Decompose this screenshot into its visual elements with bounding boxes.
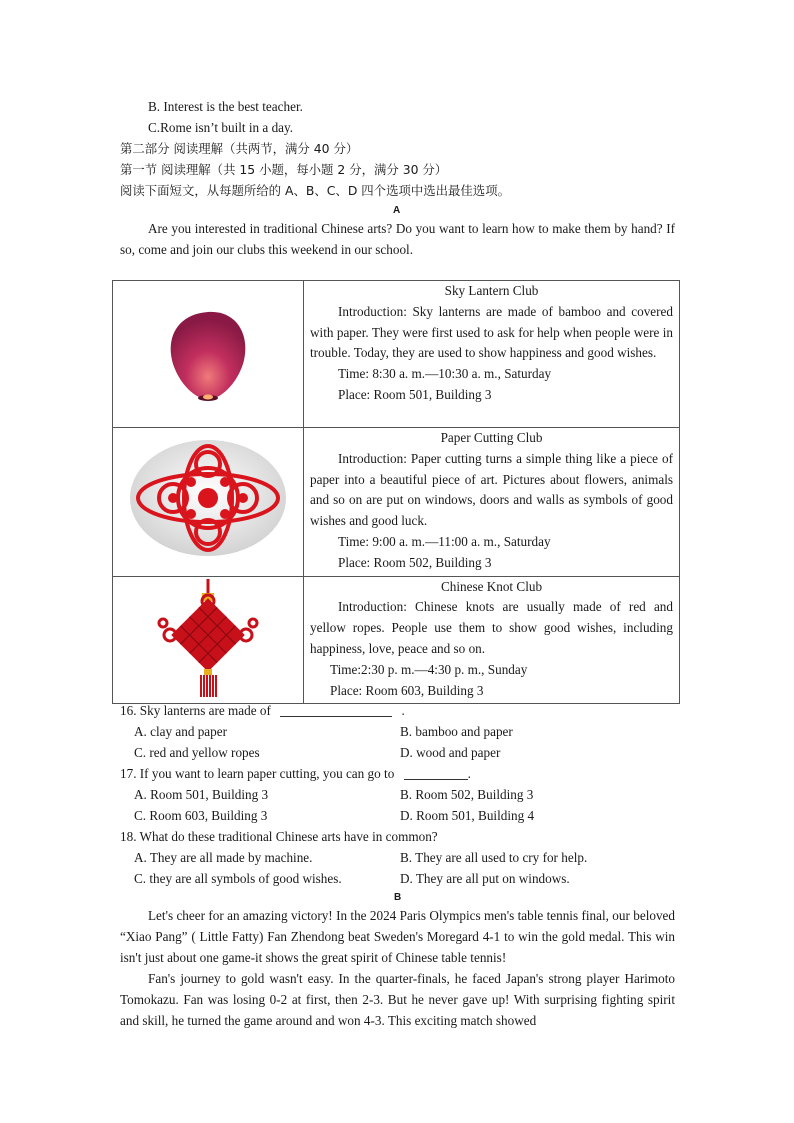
chinese-knot-time: Time:2:30 p. m.—4:30 p. m., Sunday	[330, 661, 528, 677]
club-row-paper-cutting	[113, 428, 680, 577]
sky-lantern-image	[113, 282, 303, 422]
paper-cutting-image	[113, 430, 303, 570]
instruction-text: 阅读下面短文，从每题所给的 A、B、C、D 四个选项中选出最佳选项。	[120, 183, 510, 198]
question-16-tail: .	[401, 703, 405, 718]
sky-lantern-image-cell	[113, 281, 304, 428]
chinese-knot-title: Chinese Knot Club	[440, 578, 543, 594]
paper-cutting-image-cell	[113, 428, 304, 577]
question-17	[120, 763, 471, 784]
passage-b-para-2: Fan's journey to gold wasn't easy. In the quarter-finals, he faced Japan's strong player Harimoto Tomokazu. Fan was losing 0-2 at first, then 2-3. But he never gave up! With surprising fighting spirit and skill, he turned the game around and won 4-3. This exciting match showed	[120, 971, 675, 1028]
q18-option-b[interactable]: B. They are all used to cry for help.	[400, 850, 588, 865]
chinese-knot-image	[113, 577, 303, 699]
question-16-stem: 16. Sky lanterns are made of	[120, 703, 271, 718]
chinese-knot-info	[304, 576, 680, 704]
sky-lantern-info	[304, 281, 680, 428]
question-18-stem: 18. What do these traditional Chinese arts have in common?	[120, 829, 438, 844]
paper-cutting-intro: Introduction: Paper cutting turns a simple thing like a piece of paper into a beautiful piece of art. Pictures about flowers, animals and so on are put on windows, doors and walls as symbols of good wishes and good luck.	[310, 450, 673, 529]
q16-option-b[interactable]: B. bamboo and paper	[400, 724, 513, 739]
chinese-knot-image-cell	[113, 576, 304, 704]
q18-option-c[interactable]: C. they are all symbols of good wishes.	[134, 871, 342, 886]
paper-cutting-info	[304, 428, 680, 577]
question-16	[120, 700, 405, 721]
q17-option-a[interactable]: A. Room 501, Building 3	[134, 787, 269, 802]
passage-b-label: B	[394, 892, 402, 903]
passage-a-intro: Are you interested in traditional Chinese arts? Do you want to learn how to make them by hand? If so, come and join our clubs this weekend in our school.	[120, 221, 675, 257]
question-17-tail: .	[467, 766, 471, 781]
question-16-blank[interactable]	[280, 702, 392, 717]
paper-cutting-time: Time: 9:00 a. m.—11:00 a. m., Saturday	[338, 533, 551, 549]
club-row-sky-lantern	[113, 281, 680, 428]
q16-option-c[interactable]: C. red and yellow ropes	[134, 745, 260, 760]
section-heading: 第一节 阅读理解（共 15 小题，每小题 2 分，满分 30 分）	[120, 162, 448, 177]
sky-lantern-place: Place: Room 501, Building 3	[338, 386, 492, 402]
paper-cutting-place: Place: Room 502, Building 3	[338, 554, 492, 570]
sky-lantern-intro: Introduction: Sky lanterns are made of bamboo and covered with paper. They were first used to ask for help when people were in trouble. Today, they are used to show happiness and good wishes.	[310, 303, 673, 361]
question-17-blank[interactable]	[404, 765, 468, 780]
question-17-stem: 17. If you want to learn paper cutting, you can go to	[120, 766, 395, 781]
prev-option-c: C.Rome isn’t built in a day.	[148, 120, 294, 135]
paper-cutting-title: Paper Cutting Club	[440, 430, 543, 445]
prev-option-b: B. Interest is the best teacher.	[148, 99, 303, 114]
q16-option-a[interactable]: A. clay and paper	[134, 724, 228, 739]
sky-lantern-title: Sky Lantern Club	[444, 283, 539, 298]
chinese-knot-intro: Introduction: Chinese knots are usually made of red and yellow ropes. People use them to show good wishes, including happiness, love, peace and so on.	[310, 599, 673, 656]
chinese-knot-place: Place: Room 603, Building 3	[330, 682, 484, 698]
q17-option-d[interactable]: D. Room 501, Building 4	[400, 808, 535, 823]
q18-option-d[interactable]: D. They are all put on windows.	[400, 871, 570, 886]
part-heading: 第二部分 阅读理解（共两节，满分 40 分）	[120, 141, 359, 156]
sky-lantern-time: Time: 8:30 a. m.—10:30 a. m., Saturday	[338, 366, 552, 382]
q16-option-d[interactable]: D. wood and paper	[400, 745, 501, 760]
club-row-chinese-knot	[113, 576, 680, 704]
passage-b-para-1: Let's cheer for an amazing victory! In the 2024 Paris Olympics men's table tennis final, our beloved “Xiao Pang” ( Little Fatty) Fan Zhendong beat Sweden's Moregard 4-1 to win the gold medal. This win isn't just about one game-it shows the great spirit of Chinese table tennis!	[120, 908, 675, 965]
clubs-table	[112, 280, 680, 704]
q17-option-b[interactable]: B. Room 502, Building 3	[400, 787, 534, 802]
question-18	[120, 826, 438, 847]
q18-option-a[interactable]: A. They are all made by machine.	[134, 850, 313, 865]
q17-option-c[interactable]: C. Room 603, Building 3	[134, 808, 268, 823]
passage-b-body	[120, 905, 675, 1031]
passage-a-label: A	[393, 205, 401, 216]
